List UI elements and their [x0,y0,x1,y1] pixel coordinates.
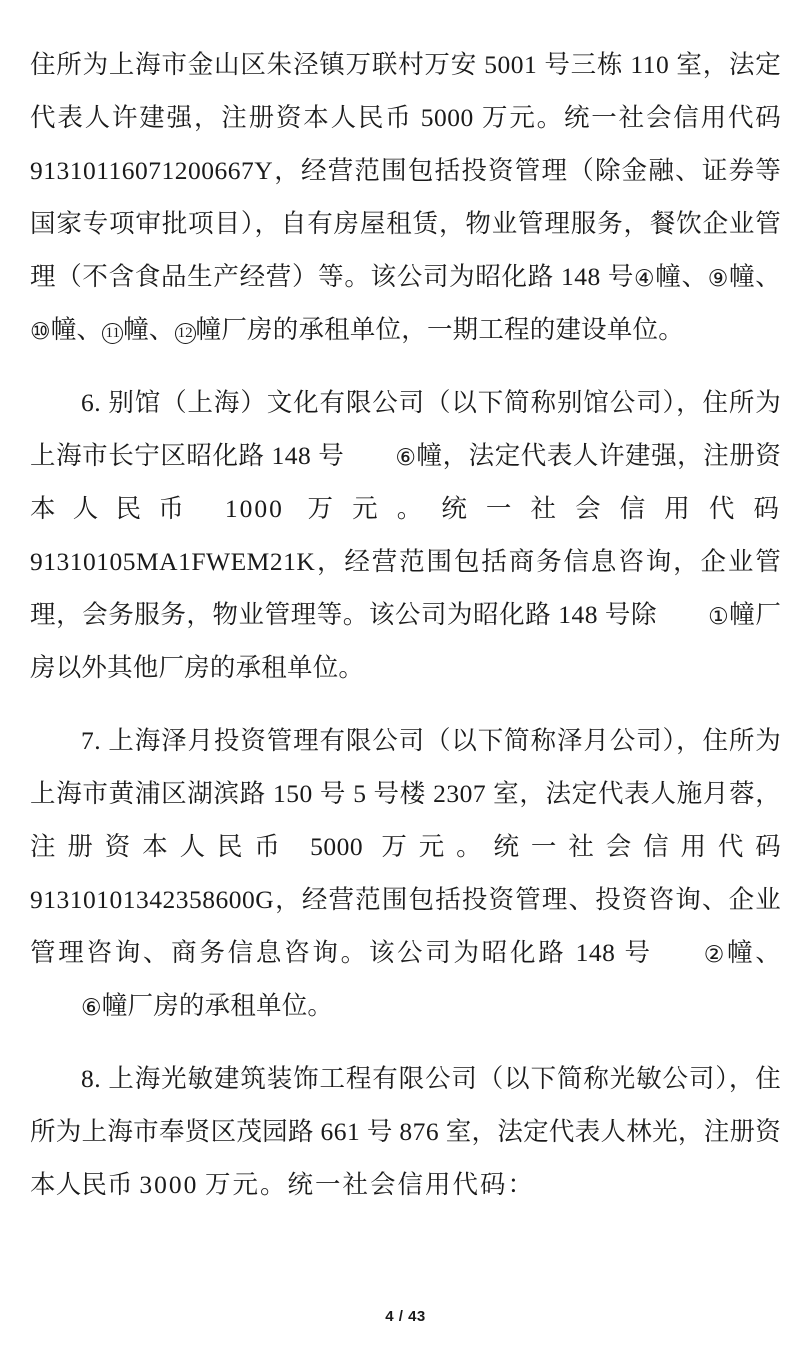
text-run: 万元。统一社会信用代码 [482,103,781,132]
circled-number-9-icon: ⑨ [707,266,729,292]
text-run: ，经营范围包括投资管理、投资咨询、企业管理咨询、商务信息咨询。该公司为昭化路 [30,885,781,967]
text-run: 上海光敏建筑装饰工程有限公司（以下简称光敏公司），住所为上海市奉贤区茂园路 [30,1064,781,1146]
circled-number-12-icon: 12 [175,323,196,344]
circled-number-10-icon: ⑩ [30,319,51,345]
number-capital: 5000 [310,832,364,861]
credit-code: 91310101342358600G [30,885,275,914]
circled-number-11-icon: 11 [102,323,123,344]
list-number: 8. [81,1064,102,1093]
paragraph-company-5-continued [30,38,781,356]
text-run: 号 [319,779,347,808]
text-run: 幢，法定代表人许建强，注册资本人民币 [30,441,782,523]
number-address-no: 661 [320,1117,361,1146]
text-run: ，经营范围包括投资管理（除金融、证券等国家专项审批项目），自有房屋租赁，物业管理服务，餐饮企业管理（不含食品生产经营）等。该公司为昭化路 [30,156,781,291]
text-run: 幢、 [123,315,175,344]
number-capital: 5000 [420,103,474,132]
text-run: 住所为上海市金山区朱泾镇万联村万安 [30,50,478,79]
text-run: 室，法定代表人林光，注册资本人民币 [30,1117,781,1199]
text-run: 万元。统一社会信用代码 [307,494,781,523]
number-road-no: 148 [558,600,598,629]
credit-code: 91310105MA1FWEM21K [30,547,316,576]
number-capital: 3000 [139,1170,199,1199]
text-run: ，经营范围包括商务信息咨询，企业管理，会务服务，物业管理等。该公司为昭化路 [30,547,781,629]
text-run: 幢、 [728,262,781,291]
number-room: 2307 [433,779,487,808]
text-run: 幢、 [724,938,782,967]
number-road-no: 148 [561,262,601,291]
text-run: 别馆（上海）文化有限公司（以下简称别馆公司），住所为上海市长宁区昭化路 [30,388,781,470]
text-run: 幢厂房以外其他厂房的承租单位。 [30,600,782,682]
text-run: 上海泽月投资管理有限公司（以下简称泽月公司），住所为上海市黄浦区湖滨路 [30,726,781,808]
circled-number-6-icon: ⑥ [81,995,102,1021]
number-address-no: 5001 [484,50,538,79]
text-run: 号 [366,1117,393,1146]
number-room: 876 [399,1117,440,1146]
document-body [30,38,781,1211]
number-building-no: 5 [353,779,367,808]
text-run: 室，法定代表人许建强，注册资本人民币 [30,50,781,132]
number-road-no: 148 [575,938,616,967]
paragraph-company-8 [30,1052,781,1211]
text-run: 幢、 [50,315,103,344]
text-run: 幢厂房的承租单位。 [101,991,334,1020]
number-road-no: 148 [271,441,312,470]
text-run: 万元。统一社会信用代码： [204,1170,535,1199]
circled-number-4-icon: ④ [634,266,655,292]
text-run: 号三栋 [544,50,624,79]
paragraph-company-7 [30,714,781,1032]
text-run: 万元。统一社会信用代码 [381,832,782,861]
credit-code: 91310116071200667Y [30,156,274,185]
text-run: 号 [318,441,345,470]
paragraph-company-6 [30,376,781,694]
text-run: 号楼 [373,779,426,808]
text-run: 幢厂房的承租单位，一期工程的建设单位。 [195,315,684,344]
circled-number-1-icon: ① [708,604,729,630]
number-address-no: 150 [273,779,313,808]
list-number: 6. [81,388,102,417]
circled-number-6-icon: ⑥ [395,445,417,471]
text-run: 号 [624,938,653,967]
list-number: 7. [81,726,102,755]
text-run: 幢、 [654,262,708,291]
text-run: 号除 [604,600,658,629]
circled-number-2-icon: ② [703,942,725,968]
number-room: 110 [630,50,670,79]
text-run: 号 [607,262,635,291]
number-capital: 1000 [224,494,284,523]
page-number: 4 / 43 [385,1308,426,1325]
text-run: 室，法定代表人施月蓉，注册资本人民币 [30,779,782,861]
